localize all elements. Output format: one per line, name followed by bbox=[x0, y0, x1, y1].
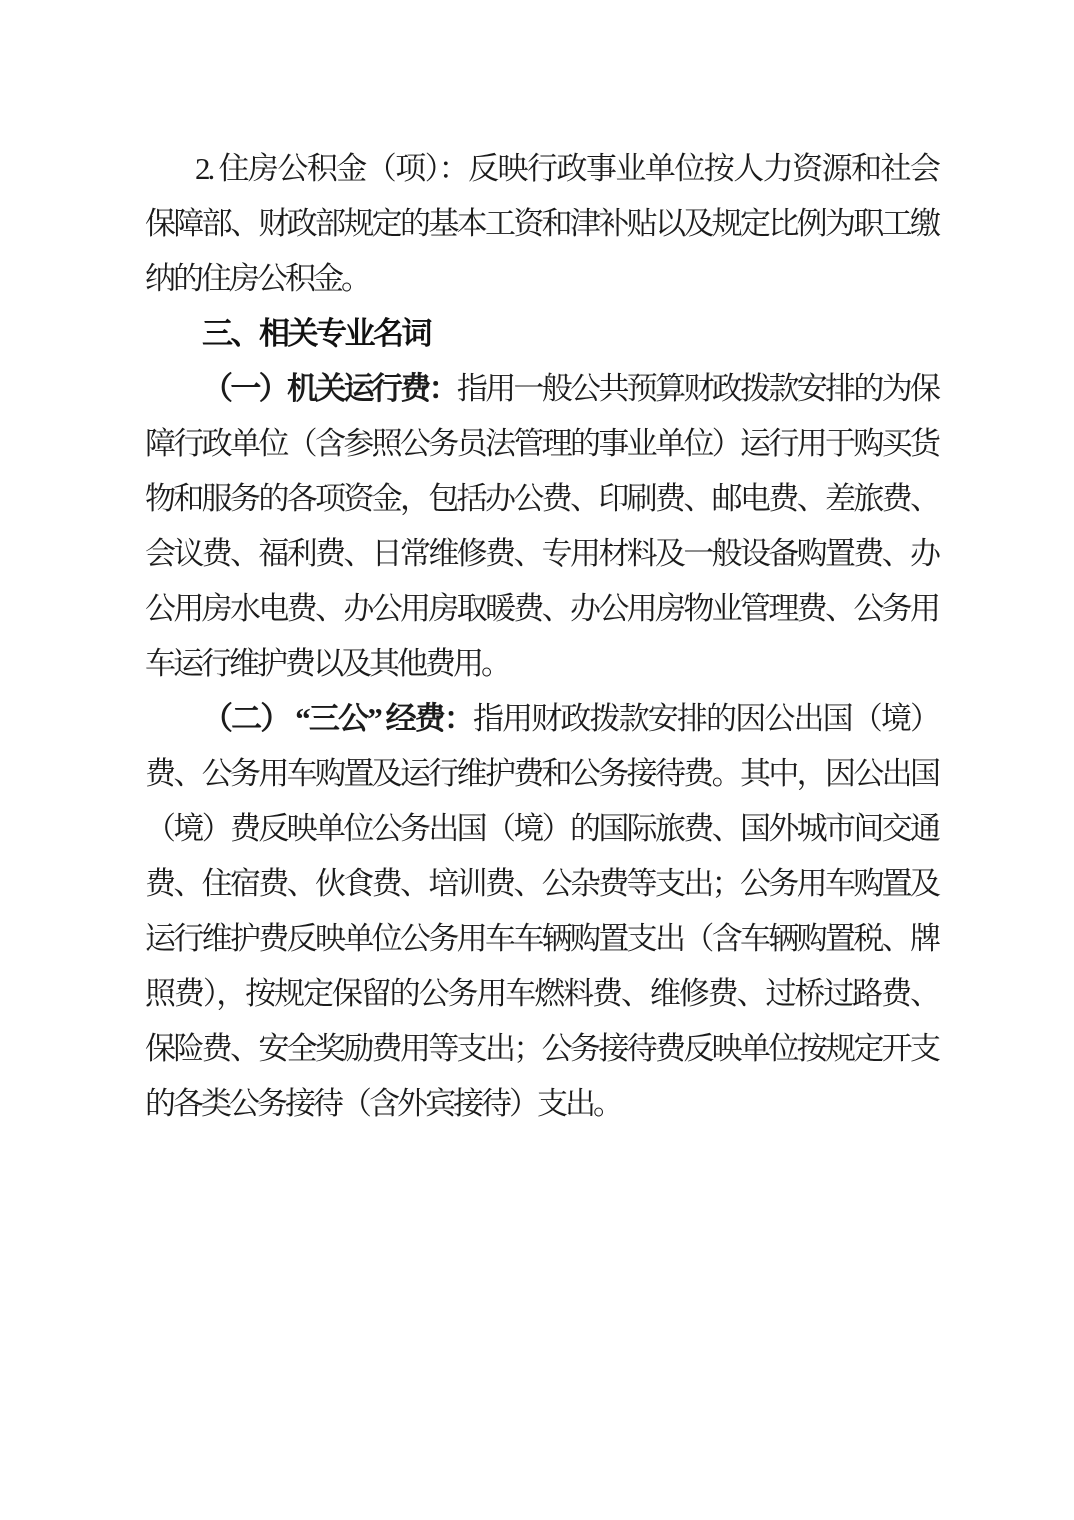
text-segment: 车运行维护费以及其他费用。 bbox=[145, 646, 509, 681]
text-segment: 费、住宿费、伙食费、培训费、公杂费等支出；公务用车购置及 bbox=[145, 866, 938, 901]
section-heading bbox=[145, 306, 938, 361]
text-segment: 保障部、财政部规定的基本工资和津补贴以及规定比例为职工缴 bbox=[145, 206, 938, 241]
text-line bbox=[145, 581, 938, 636]
text-segment: 纳的住房公积金。 bbox=[145, 261, 369, 296]
text-line bbox=[145, 746, 938, 801]
text-line bbox=[145, 196, 938, 251]
text-segment: 指用财政拨款安排的因公出国（境） bbox=[472, 701, 939, 736]
text-segment: （境）费反映单位公务出国（境）的国际旅费、国外城市间交通 bbox=[145, 811, 938, 846]
text-line bbox=[145, 636, 938, 691]
bold-text-segment: （一）机关运行费： bbox=[202, 371, 457, 406]
text-line bbox=[145, 966, 938, 1021]
bold-text-segment: （二） “三公” 经费： bbox=[202, 701, 473, 736]
text-line bbox=[145, 801, 938, 856]
text-segment: 的各类公务接待（含外宾接待）支出。 bbox=[145, 1086, 621, 1121]
text-line bbox=[145, 526, 938, 581]
text-segment: 保险费、安全奖励费用等支出；公务接待费反映单位按规定开支 bbox=[145, 1031, 938, 1066]
text-segment: 运行维护费反映单位公务用车车辆购置支出（含车辆购置税、牌 bbox=[145, 921, 938, 956]
text-line bbox=[145, 856, 938, 911]
text-line bbox=[145, 361, 938, 416]
text-segment: 物和服务的各项资金，包括办公费、印刷费、邮电费、差旅费、 bbox=[145, 481, 938, 516]
text-line bbox=[145, 911, 938, 966]
text-segment: 照费），按规定保留的公务用车燃料费、维修费、过桥过路费、 bbox=[145, 976, 938, 1011]
bold-text-segment: 三、相关专业名词 bbox=[202, 316, 430, 351]
text-line bbox=[145, 141, 938, 196]
text-line bbox=[145, 1021, 938, 1076]
text-line bbox=[145, 416, 938, 471]
text-segment: 会议费、福利费、日常维修费、专用材料及一般设备购置费、办 bbox=[145, 536, 938, 571]
text-segment: 2. 住房公积金（项）：反映行政事业单位按人力资源和社会 bbox=[195, 151, 938, 186]
text-segment: 公用房水电费、办公用房取暖费、办公用房物业管理费、公务用 bbox=[145, 591, 938, 626]
text-line bbox=[145, 471, 938, 526]
text-segment: 费、公务用车购置及运行维护费和公务接待费。其中，因公出国 bbox=[145, 756, 938, 791]
text-segment: 指用一般公共预算财政拨款安排的为保 bbox=[456, 371, 939, 406]
text-segment: 障行政单位（含参照公务员法管理的事业单位）运行用于购买货 bbox=[145, 426, 938, 461]
text-line bbox=[145, 691, 938, 746]
text-line bbox=[145, 251, 938, 306]
text-line bbox=[145, 1076, 938, 1131]
text-content bbox=[145, 141, 938, 1131]
